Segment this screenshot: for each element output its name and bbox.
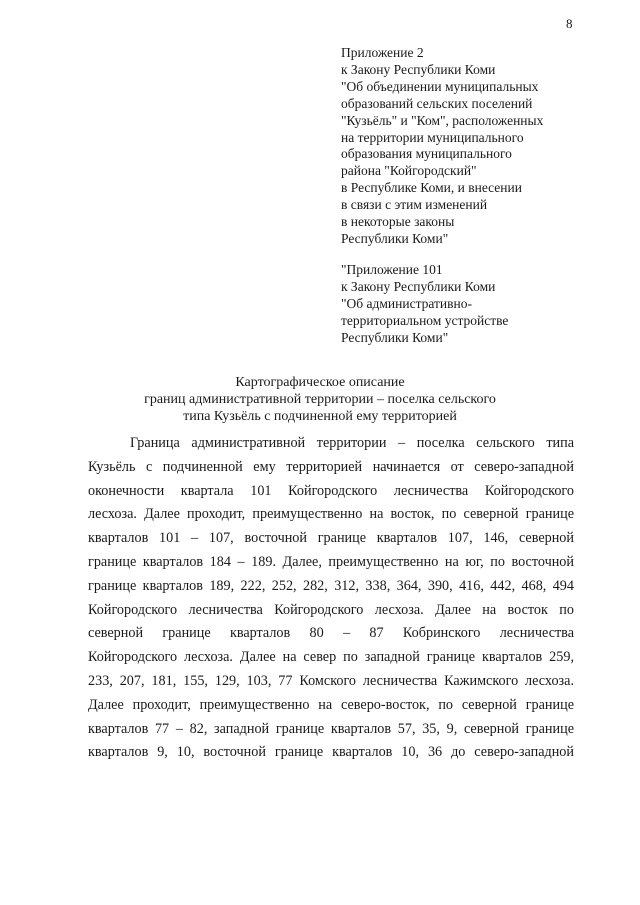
appendix-101-line: Республики Коми"	[341, 329, 449, 345]
document-title	[0, 374, 640, 425]
body-line: северной границе кварталов 80 – 87 Кобринского лесничества	[88, 625, 574, 642]
appendix-2-line: района "Койгородский"	[341, 163, 477, 179]
body-line: Граница административной территории – поселка сельского типа	[130, 435, 574, 451]
body-line: Далее проходит, преимущественно на северо-восток, по северной границе	[88, 696, 574, 713]
appendix-2-line: на территории муниципального	[341, 129, 524, 145]
appendix-2-line: к Закону Республики Коми	[341, 61, 496, 77]
body-line: кварталов 9, 10, восточной границе кварталов 10, 36 до северо-западной	[88, 744, 574, 761]
body-line: границе кварталов 189, 222, 252, 282, 312, 338, 364, 390, 416, 442, 468, 494	[88, 577, 574, 594]
page-number: 8	[566, 16, 573, 31]
appendix-101-line: территориальном устройстве	[341, 312, 509, 328]
body-paragraph	[88, 432, 574, 765]
body-line: кварталов 101 – 107, восточной границе кварталов 107, 146, северной	[88, 530, 574, 547]
appendix-101-line: к Закону Республики Коми	[341, 278, 496, 294]
appendix-2-line: "Об объединении муниципальных	[341, 78, 539, 94]
title-line: типа Кузьёль с подчиненной ему территорией	[183, 409, 457, 424]
body-line: Кузьёль с подчиненной ему территорией начинается от северо-западной	[88, 458, 574, 475]
appendix-101-line: "Об административно-	[341, 295, 472, 311]
body-line: лесхоза. Далее проходит, преимущественно на восток, по северной границе	[88, 506, 574, 523]
appendix-2-line: в некоторые законы	[341, 214, 455, 230]
appendix-2-line: в связи с этим изменений	[341, 197, 488, 213]
appendix-2-header	[341, 45, 543, 248]
body-line: границе кварталов 184 – 189. Далее, преимущественно на юг, по восточной	[88, 553, 574, 570]
appendix-2-line: образований сельских поселений	[341, 95, 533, 111]
appendix-101-header	[341, 262, 508, 347]
appendix-2-line: образования муниципального	[341, 146, 512, 162]
appendix-2-line: Приложение 2	[341, 45, 424, 60]
body-line: 233, 207, 181, 155, 129, 103, 77 Комского лесничества Кажимского лесхоза.	[88, 672, 574, 689]
appendix-2-line: в Республике Коми, и внесении	[341, 180, 522, 196]
body-line: оконечности квартала 101 Койгородского лесничества Койгородского	[88, 482, 574, 499]
title-line: границ административной территории – поселка сельского	[144, 392, 496, 407]
body-line: Койгородского лесхоза. Далее на север по западной границе кварталов 259,	[88, 649, 574, 666]
title-line: Картографическое описание	[235, 375, 405, 390]
appendix-2-line: Республики Коми"	[341, 230, 449, 246]
body-line: кварталов 77 – 82, западной границе кварталов 57, 35, 9, северной границе	[88, 720, 574, 737]
body-line: Койгородского лесничества Койгородского лесхоза. Далее на восток по	[88, 601, 574, 618]
appendix-2-line: "Кузьёль" и "Ком", расположенных	[341, 112, 544, 128]
appendix-101-line: "Приложение 101	[341, 262, 443, 277]
